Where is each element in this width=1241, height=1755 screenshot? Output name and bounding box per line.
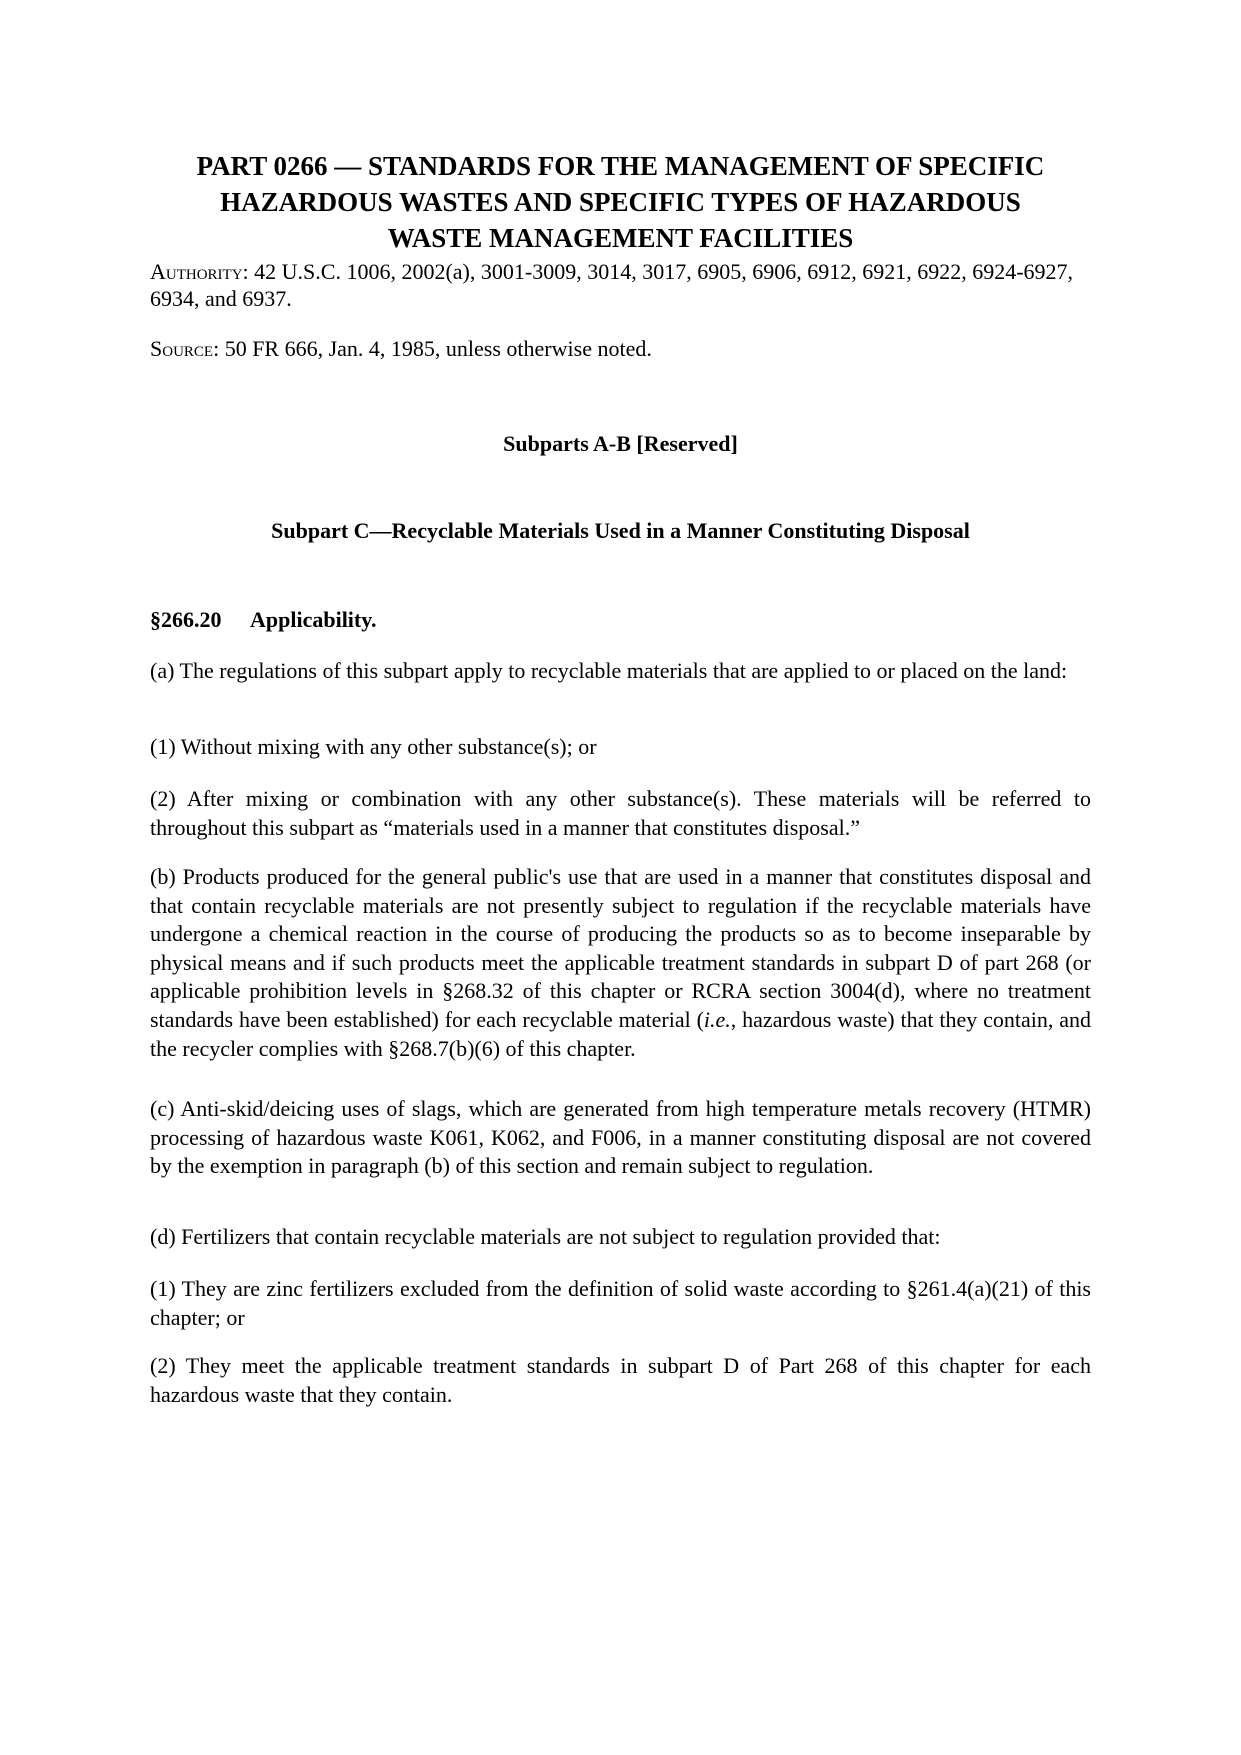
subpart-c-heading: Subpart C—Recyclable Materials Used in a Manner Constituting Disposal [271,518,970,543]
subparts-ab-heading: Subparts A-B [Reserved] [503,431,738,456]
part-title-line-3: WASTE MANAGEMENT FACILITIES [387,223,854,253]
paragraph-a1: (1) Without mixing with any other substance(s); or [150,734,597,759]
section-number: §266.20 [150,607,222,632]
part-title [150,148,1091,256]
part-title-line-2: HAZARDOUS WASTES AND SPECIFIC TYPES OF HAZARDOUS [220,187,1021,217]
authority-text: : 42 U.S.C. 1006, 2002(a), 3001-3009, 3014, 3017, 6905, 6906, 6912, 6921, 6922, 6924-6927, 6934, and 6937. [150,259,1074,311]
paragraph-d: (d) Fertilizers that contain recyclable materials are not subject to regulation provided that: [150,1224,941,1249]
authority-note [150,258,1091,312]
section-title: Applicability. [250,607,377,632]
paragraph-b [150,863,1091,1063]
part-title-line-1: PART 0266 — STANDARDS FOR THE MANAGEMENT OF SPECIFIC [196,151,1045,181]
source-label: Source [150,336,214,361]
authority-label: Authority [150,259,243,284]
paragraph-d1: (1) They are zinc fertilizers excluded from the definition of solid waste according to §261.4(a)(21) of this chapter; or [150,1276,1091,1330]
paragraph-a: (a) The regulations of this subpart apply to recyclable materials that are applied to or placed on the land: [150,658,1068,683]
paragraph-b-text-1: (b) Products produced for the general public's use that are used in a manner that constitutes disposal and that contain recyclable materials are not presently subject to regulation if the recyclable materials have undergone a chemical reaction in the course of producing the products so as to become inseparable by physical means and if such products meet the applicable treatment standards in subpart D of part 268 (or applicable prohibition levels in §268.32 of this chapter or RCRA section 3004(d), where no treatment standards have been established) for each recyclable material ( [150,864,1091,1032]
paragraph-b-italic: i.e. [703,1006,731,1032]
source-text: : 50 FR 666, Jan. 4, 1985, unless otherwise noted. [213,336,652,361]
section-heading [150,606,1091,633]
paragraph-d2: (2) They meet the applicable treatment standards in subpart D of Part 268 of this chapter for each hazardous waste that they contain. [150,1353,1091,1407]
paragraph-c: (c) Anti-skid/deicing uses of slags, which are generated from high temperature metals recovery (HTMR) processing of hazardous waste K061, K062, and F006, in a manner constituting disposal are not covered by the exemption in paragraph (b) of this section and remain subject to regulation. [150,1096,1091,1179]
paragraph-a2: (2) After mixing or combination with any other substance(s). These materials will be referred to throughout this subpart as “materials used in a manner that constitutes disposal.” [150,786,1091,840]
paragraph-b-text-2: , hazardous waste) that they contain, and the recycler complies with §268.7(b)(6) of this chapter. [150,1006,1091,1061]
source-note [150,335,1091,362]
